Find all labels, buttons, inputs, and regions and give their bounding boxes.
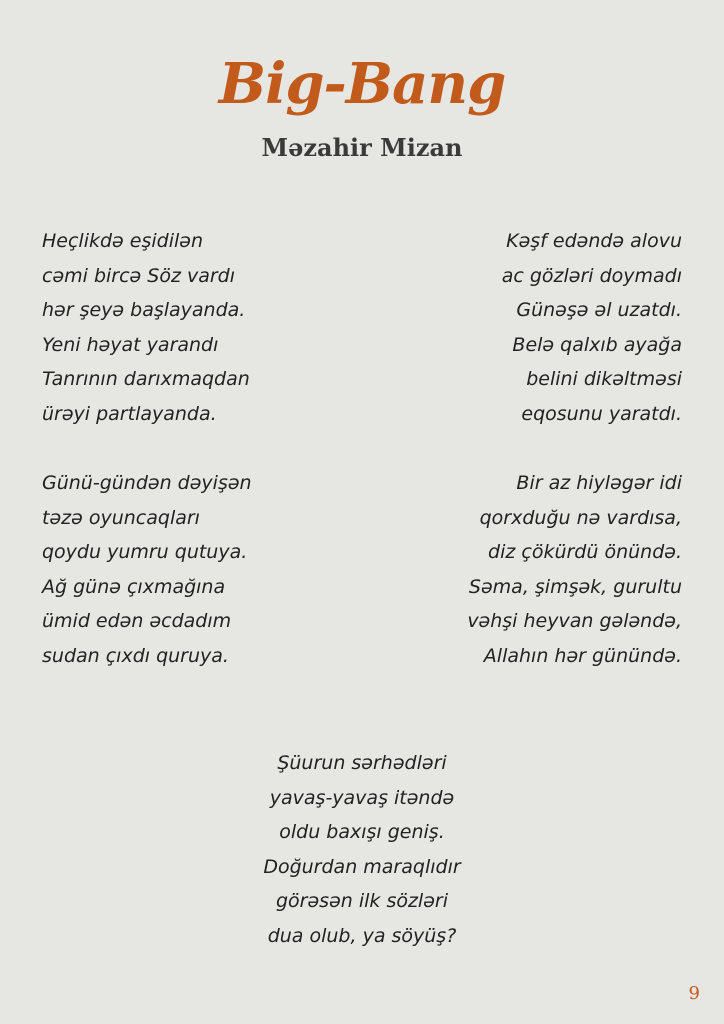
verse-line: təzə oyuncaqları [42, 506, 200, 529]
verse-line: diz çökürdü önündə. [488, 541, 682, 563]
verse-line: Heçlikdə eşidilən [42, 230, 203, 252]
verse-line: Şüurun sərhədləri [277, 752, 447, 774]
verse-line: Səma, şimşək, gurultu [468, 575, 682, 598]
verse-line: Doğurdan maraqlıdır [263, 855, 461, 878]
verse-line: görəsən ilk sözləri [275, 890, 448, 912]
verse-line: belini dikəltməsi [526, 368, 682, 390]
stanza-3 [42, 466, 362, 673]
stanza-1 [42, 224, 362, 431]
verse-line: Günü-gündən dəyişən [42, 472, 252, 494]
verse-line: ürəyi partlayanda. [42, 402, 217, 425]
verse-line: qorxduğu nə vardısa, [479, 506, 682, 529]
verse-line: ümid edən əcdadım [42, 610, 232, 632]
verse-line: dua olub, ya söyüş? [267, 924, 457, 947]
verse-line: Kəşf edəndə alovu [506, 230, 682, 252]
stanza-2 [362, 224, 682, 431]
verse-line: Allahın hər günündə. [483, 644, 682, 667]
verse-line: ac gözləri doymadı [501, 264, 682, 287]
verse-line: Günəşə əl uzatdı. [516, 299, 682, 321]
verse-line: eqosunu yaratdı. [521, 402, 682, 425]
verse-line: Yeni həyat yarandı [42, 333, 219, 356]
verse-line: Ağ günə çıxmağına [42, 575, 226, 598]
verse-line: qoydu yumru qutuya. [42, 541, 248, 563]
verse-line: Belə qalxıb ayağa [512, 333, 682, 356]
stanza-4 [362, 466, 682, 673]
verse-line: cəmi bircə Söz vardı [42, 264, 236, 287]
verse-line: oldu baxışı geniş. [279, 821, 445, 843]
stanza-5 [202, 746, 522, 953]
poem-title: Big-Bang [218, 51, 506, 117]
verse-line: sudan çıxdı quruya. [42, 644, 229, 667]
verse-line: vəhşi heyvan gələndə, [467, 610, 682, 632]
poem-author: Məzahir Mizan [261, 133, 463, 162]
verse-line: hər şeyə başlayanda. [42, 299, 246, 321]
verse-line: Tanrının darıxmaqdan [42, 368, 250, 390]
verse-line: Bir az hiyləgər idi [516, 472, 682, 494]
page-number: 9 [688, 983, 700, 1004]
verse-line: yavaş-yavaş itəndə [269, 786, 455, 809]
